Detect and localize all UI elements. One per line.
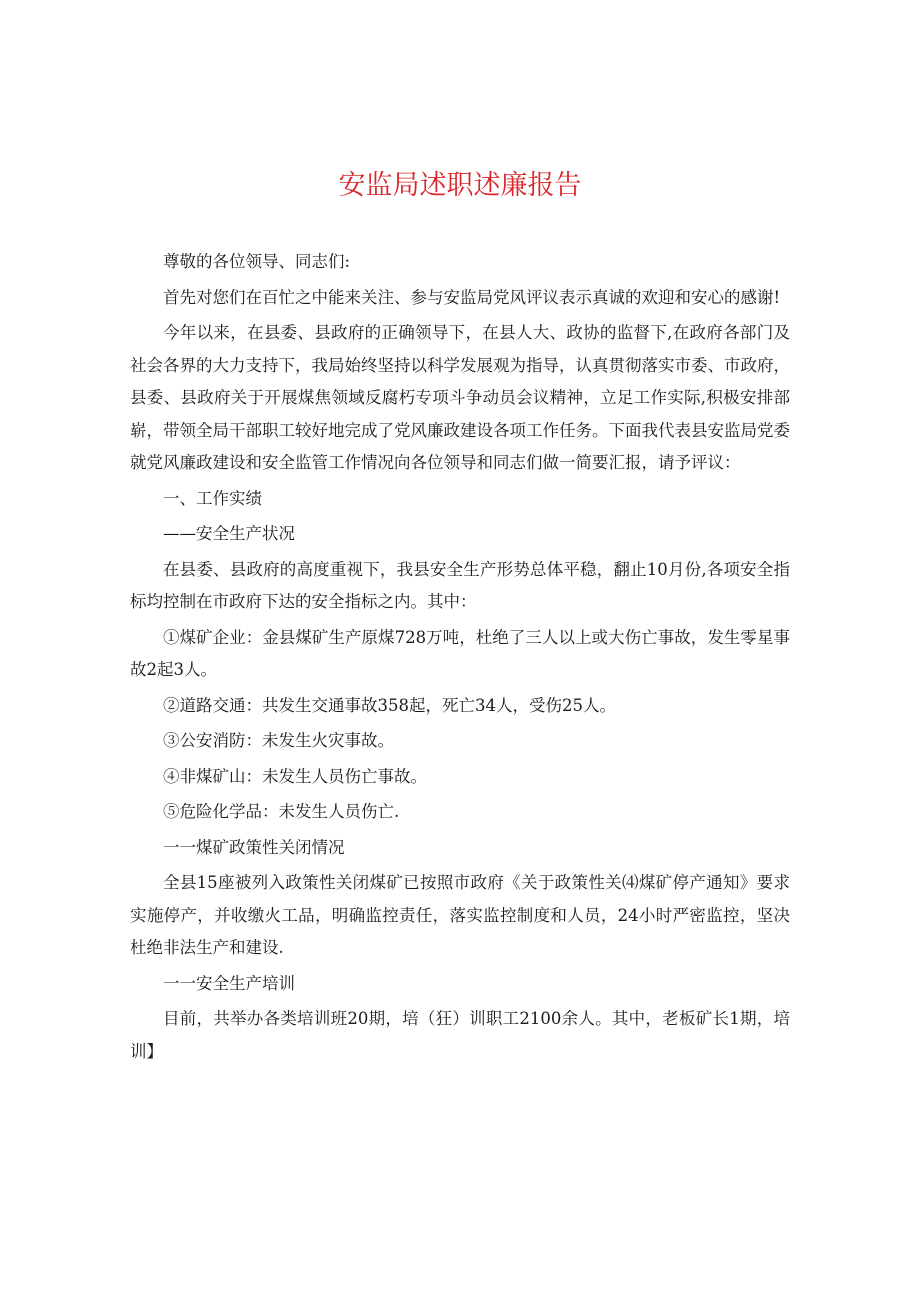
document-title: 安监局述职述廉报告 (338, 170, 582, 201)
paragraph-safety-status: 在县委、县政府的高度重视下，我县安全生产形势总体平稳，翻止10月份,各项安全指标均控制在市政府下达的安全指标之内。其中： (130, 559, 790, 611)
list-item-coal-mine: ①煤矿企业：金县煤矿生产原煤728万吨，杜绝了三人以上或大伤亡事故，发生零星事故2起3人。 (130, 627, 790, 679)
paragraph-thanks: 首先对您们在百忙之中能来关注、参与安监局党风评议表示真诚的欢迎和安心的感谢! (163, 287, 781, 307)
list-item-road-traffic: ②道路交通：共发生交通事故358起，死亡34人，受伤25人。 (163, 695, 616, 715)
subheading-safety-training: 一一安全生产培训 (163, 973, 295, 993)
paragraph-safety-training: 目前，共举办各类培训班20期，培（狂）训职工2100余人。其中，老板矿长1期，培训】 (130, 1009, 790, 1061)
document-body (130, 246, 790, 1068)
paragraph-intro: 今年以来，在县委、县政府的正确领导下，在县人大、政协的监督下,在政府各部门及社会各界的大力支持下，我局始终坚持以科学发展观为指导，认真贯彻落实市委、市政府，县委、县政府关于开展煤焦领域反腐朽专项斗争动员会议精神，立足工作实际,积极安排部崭，带领全局干部职工较好地完成了党风廉政建设各项工作任务。下面我代表县安监局党委就党风廉政建设和安全监管工作情况向各位领导和同志们做一简要汇报，请予评议： (130, 323, 790, 472)
subheading-safety-status: ——安全生产状况 (163, 524, 295, 543)
section-heading-achievements: 一、工作实绩 (163, 488, 262, 508)
list-item-fire-safety: ③公安消防：未发生火灾事故。 (163, 731, 394, 750)
paragraph-mine-closure: 全县15座被列入政策性关闭煤矿已按照市政府《关于政策性关⑷煤矿停产通知》要求实施停产，并收缴火工品，明确监控责任，落实监控制度和人员，24小时严密监控，坚决杜绝非法生产和建设. (130, 873, 790, 957)
list-item-hazardous-chemicals: ⑤危险化学品：未发生人员伤亡. (163, 802, 400, 821)
list-item-non-coal-mine: ④非煤矿山：未发生人员伤亡事故。 (163, 766, 427, 786)
subheading-mine-closure: 一一煤矿政策性关闭情况 (163, 837, 345, 857)
salutation: 尊敬的各位领导、同志们: (163, 252, 351, 271)
